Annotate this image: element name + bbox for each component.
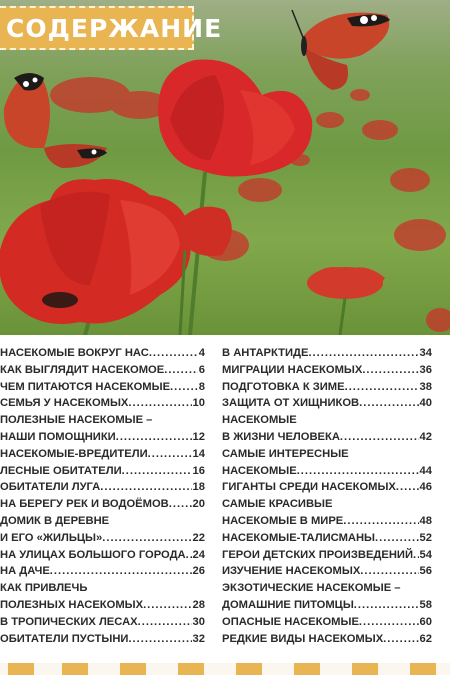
toc-entry	[222, 547, 432, 564]
toc-entry-page: 10	[192, 397, 205, 410]
toc-entry	[222, 597, 432, 614]
toc-entry	[0, 395, 205, 412]
toc-entry-title: САМЫЕ ИНТЕРЕСНЫЕ	[222, 447, 349, 460]
toc-entry-page: 62	[419, 632, 432, 645]
toc-entry	[0, 412, 205, 429]
decor-square	[62, 663, 88, 675]
toc-leader-dots	[359, 614, 419, 631]
toc-entry-page: 42	[419, 430, 432, 443]
toc-entry-title: НА ДАЧЕ	[0, 565, 50, 578]
toc-entry	[222, 530, 432, 547]
toc-entry	[0, 463, 205, 480]
toc-entry-page: 18	[192, 481, 205, 494]
toc-entry-title: ПОЛЕЗНЫЕ НАСЕКОМЫЕ –	[0, 414, 153, 427]
poppy-field-photo	[0, 0, 450, 335]
title-banner	[0, 6, 223, 50]
toc-leader-dots	[149, 345, 198, 362]
toc-entry-page: 8	[198, 380, 205, 393]
toc-entry-title: В ТРОПИЧЕСКИХ ЛЕСАХ	[0, 615, 138, 628]
toc-entry-title: ДОМИК В ДЕРЕВНЕ	[0, 514, 110, 527]
toc-entry-page: 26	[192, 565, 205, 578]
toc-entry	[222, 463, 432, 480]
toc-entry-title: НАШИ ПОМОЩНИКИ	[0, 430, 116, 443]
toc-entry-page: 60	[419, 615, 432, 628]
toc-entry-title: ЧЕМ ПИТАЮТСЯ НАСЕКОМЫЕ	[0, 380, 171, 393]
toc-entry-title: ЗАЩИТА ОТ ХИЩНИКОВ	[222, 397, 360, 410]
toc-entry-title: МИГРАЦИИ НАСЕКОМЫХ	[222, 363, 363, 376]
decor-square	[410, 663, 436, 675]
toc-entry	[0, 429, 205, 446]
poppy-illustration	[0, 0, 450, 335]
toc-right-column	[222, 345, 432, 647]
toc-entry-page: 46	[419, 481, 432, 494]
toc-entry-page: 16	[192, 464, 205, 477]
toc-entry-title: ОБИТАТЕЛИ ПУСТЫНИ	[0, 632, 129, 645]
decor-square	[8, 663, 34, 675]
toc-entry-page: 40	[419, 397, 432, 410]
toc-leader-dots	[100, 479, 191, 496]
toc-entry	[0, 513, 205, 530]
toc-leader-dots	[359, 395, 418, 412]
toc-entry-title: НА УЛИЦАХ БОЛЬШОГО ГОРОДА	[0, 548, 186, 561]
toc-leader-dots	[340, 429, 419, 446]
toc-entry	[0, 479, 205, 496]
toc-entry	[0, 345, 205, 362]
toc-leader-dots	[128, 395, 191, 412]
toc-leader-dots	[128, 631, 191, 648]
toc-leader-dots	[102, 530, 191, 547]
toc-leader-dots	[122, 463, 192, 480]
toc-entry	[222, 580, 432, 597]
toc-entry-page: 4	[198, 347, 205, 359]
toc-leader-dots	[50, 563, 192, 580]
table-of-contents	[0, 345, 450, 645]
toc-entry-page: 36	[419, 363, 432, 376]
toc-entry-page: 44	[419, 464, 432, 477]
toc-entry	[222, 446, 432, 463]
toc-leader-dots	[354, 597, 419, 614]
page-title: СОДЕРЖАНИЕ	[6, 13, 223, 43]
toc-entry-page: 34	[419, 347, 432, 359]
toc-entry	[222, 631, 432, 648]
toc-entry	[222, 412, 432, 429]
toc-entry	[0, 530, 205, 547]
toc-entry-page: 14	[192, 447, 205, 460]
toc-entry-title: В АНТАРКТИДЕ	[222, 347, 309, 359]
toc-entry-title: РЕДКИЕ ВИДЫ НАСЕКОМЫХ	[222, 632, 384, 645]
toc-entry-title: КАК ВЫГЛЯДИТ НАСЕКОМОЕ	[0, 363, 165, 376]
toc-entry	[0, 580, 205, 597]
toc-entry-title: КАК ПРИВЛЕЧЬ	[0, 582, 88, 595]
toc-entry-page: 48	[419, 514, 432, 527]
toc-leader-dots	[396, 479, 419, 496]
toc-entry-title: ОПАСНЫЕ НАСЕКОМЫЕ	[222, 615, 359, 628]
toc-entry-page: 12	[192, 430, 205, 443]
toc-entry-page: 22	[192, 531, 205, 544]
toc-entry-title: В ЖИЗНИ ЧЕЛОВЕКА	[222, 430, 340, 443]
toc-entry	[0, 547, 205, 564]
toc-entry-page: 20	[192, 498, 205, 511]
toc-entry-title: ГЕРОИ ДЕТСКИХ ПРОИЗВЕДЕНИЙ	[222, 548, 413, 561]
decor-square	[352, 663, 378, 675]
toc-entry	[222, 479, 432, 496]
toc-entry-page: 24	[192, 548, 205, 561]
toc-leader-dots	[383, 631, 418, 648]
toc-entry	[222, 379, 432, 396]
toc-entry	[222, 563, 432, 580]
toc-entry	[222, 429, 432, 446]
decor-square	[236, 663, 262, 675]
toc-leader-dots	[170, 379, 198, 396]
toc-entry-title: СЕМЬЯ У НАСЕКОМЫХ	[0, 397, 129, 410]
toc-entry-page: 28	[192, 598, 205, 611]
toc-entry-title: ЛЕСНЫЕ ОБИТАТЕЛИ	[0, 464, 122, 477]
toc-entry	[0, 379, 205, 396]
toc-leader-dots	[360, 563, 418, 580]
toc-leader-dots	[164, 362, 198, 379]
toc-leader-dots	[116, 429, 192, 446]
toc-entry-page: 58	[419, 598, 432, 611]
toc-entry-title: ИЗУЧЕНИЕ НАСЕКОМЫХ	[222, 565, 361, 578]
decor-square	[294, 663, 320, 675]
toc-leader-dots	[138, 614, 192, 631]
toc-entry-title: И ЕГО «ЖИЛЬЦЫ»	[0, 531, 103, 544]
toc-leader-dots	[308, 345, 418, 362]
toc-entry	[0, 563, 205, 580]
toc-leader-dots	[169, 496, 192, 513]
toc-entry-title: ОБИТАТЕЛИ ЛУГА	[0, 481, 101, 494]
toc-entry	[0, 446, 205, 463]
toc-entry-page: 56	[419, 565, 432, 578]
toc-entry-page: 32	[192, 632, 205, 645]
toc-leader-dots	[148, 446, 192, 463]
toc-leader-dots	[345, 379, 419, 396]
decor-square	[120, 663, 146, 675]
toc-leader-dots	[375, 530, 419, 547]
toc-left-column	[0, 345, 205, 647]
toc-entry	[222, 362, 432, 379]
toc-entry	[0, 496, 205, 513]
toc-entry-page: 30	[192, 615, 205, 628]
toc-entry-title: НА БЕРЕГУ РЕК И ВОДОЁМОВ	[0, 498, 169, 511]
toc-entry-title: НАСЕКОМЫЕ ВОКРУГ НАС	[0, 347, 149, 359]
toc-entry	[0, 631, 205, 648]
toc-leader-dots	[143, 597, 191, 614]
toc-leader-dots	[297, 463, 419, 480]
toc-entry-page: 54	[419, 548, 432, 561]
toc-entry	[222, 513, 432, 530]
toc-entry-title: НАСЕКОМЫЕ-ТАЛИСМАНЫ	[222, 531, 376, 544]
toc-entry-title: ПОДГОТОВКА К ЗИМЕ	[222, 380, 345, 393]
toc-entry-title: НАСЕКОМЫЕ	[222, 464, 297, 477]
toc-entry	[0, 362, 205, 379]
toc-entry-page: 52	[419, 531, 432, 544]
toc-entry-title: НАСЕКОМЫЕ	[222, 414, 297, 427]
toc-entry-title: ГИГАНТЫ СРЕДИ НАСЕКОМЫХ	[222, 481, 396, 494]
toc-entry	[222, 496, 432, 513]
toc-entry-title: ЭКЗОТИЧЕСКИЕ НАСЕКОМЫЕ –	[222, 582, 401, 595]
toc-entry	[222, 345, 432, 362]
decorative-bottom-strip	[0, 663, 450, 675]
toc-entry	[0, 614, 205, 631]
toc-leader-dots	[362, 362, 418, 379]
toc-entry-title: ПОЛЕЗНЫХ НАСЕКОМЫХ	[0, 598, 144, 611]
toc-leader-dots	[343, 513, 418, 530]
toc-entry	[0, 597, 205, 614]
toc-entry-title: НАСЕКОМЫЕ-ВРЕДИТЕЛИ	[0, 447, 148, 460]
toc-entry	[222, 395, 432, 412]
toc-entry	[222, 614, 432, 631]
toc-entry-page: 38	[419, 380, 432, 393]
decor-square	[178, 663, 204, 675]
toc-entry-title: САМЫЕ КРАСИВЫЕ	[222, 498, 333, 511]
toc-entry-page: 6	[198, 363, 205, 376]
toc-entry-title: ДОМАШНИЕ ПИТОМЦЫ	[222, 598, 354, 611]
toc-entry-title: НАСЕКОМЫЕ В МИРЕ	[222, 514, 344, 527]
